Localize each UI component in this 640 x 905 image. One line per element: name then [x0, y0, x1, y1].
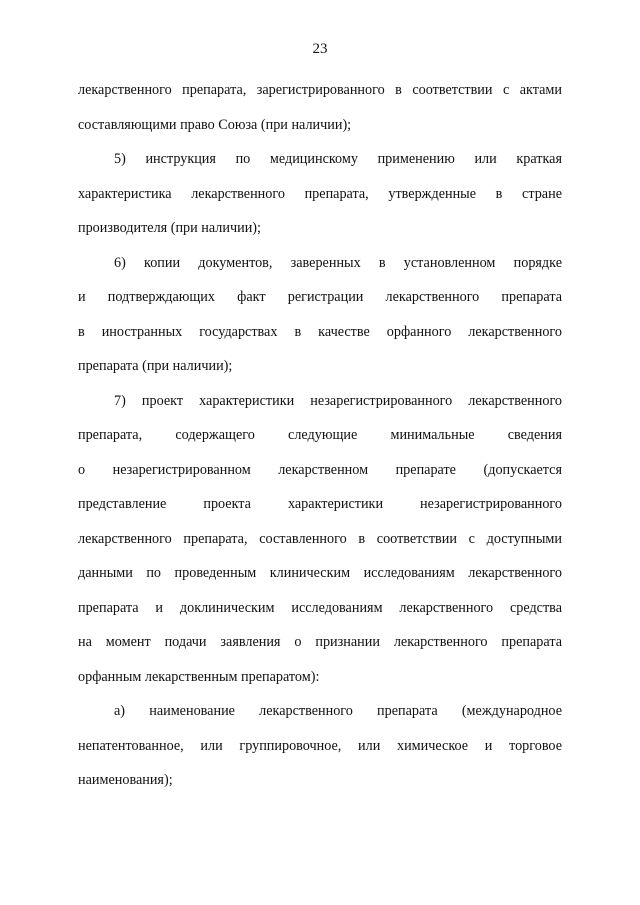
text-line: а) наименование лекарственного препарата (международное — [114, 703, 562, 719]
text-line: препарата, содержащего следующие минимальные сведения — [78, 427, 562, 443]
text-line: составляющими право Союза (при наличии); — [78, 116, 352, 133]
text-line: данными по проведенным клиническим исследованиям лекарственного — [78, 565, 562, 581]
paragraph-item-5 — [78, 151, 562, 255]
text-line: производителя (при наличии); — [78, 220, 261, 236]
text-line: 5) инструкция по медицинскому применению или краткая — [114, 151, 562, 167]
text-line: препарата и доклиническим исследованиям лекарственного средства — [78, 599, 562, 616]
text-line: о незарегистрированном лекарственном препарате (допускается — [78, 461, 562, 478]
text-line: и подтверждающих факт регистрации лекарственного препарата — [78, 289, 562, 305]
text-line: препарата (при наличии); — [78, 358, 233, 374]
paragraph-item-a — [78, 703, 562, 807]
paragraph-continuation — [78, 82, 562, 151]
paragraph-item-7 — [78, 393, 562, 704]
text-line: непатентованное, или группировочное, или химическое и торговое — [78, 737, 562, 754]
text-line: 6) копии документов, заверенных в установленном порядке — [114, 254, 562, 271]
text-line: наименования); — [78, 772, 173, 788]
paragraph-item-6 — [78, 255, 562, 393]
text-line: представление проекта характеристики незарегистрированного — [78, 496, 562, 512]
text-line: на момент подачи заявления о признании лекарственного препарата — [78, 634, 562, 650]
body-text — [78, 82, 562, 807]
text-line: лекарственного препарата, составленного в соответствии с доступными — [78, 530, 562, 547]
text-line: характеристика лекарственного препарата, утвержденные в стране — [78, 185, 562, 202]
text-line: 7) проект характеристики незарегистрированного лекарственного — [114, 392, 562, 409]
text-line: в иностранных государствах в качестве орфанного лекарственного — [78, 323, 562, 340]
text-line: орфанным лекарственным препаратом): — [78, 668, 320, 685]
text-line: лекарственного препарата, зарегистрированного в соответствии с актами — [78, 82, 562, 98]
page-number: 23 — [312, 41, 328, 57]
